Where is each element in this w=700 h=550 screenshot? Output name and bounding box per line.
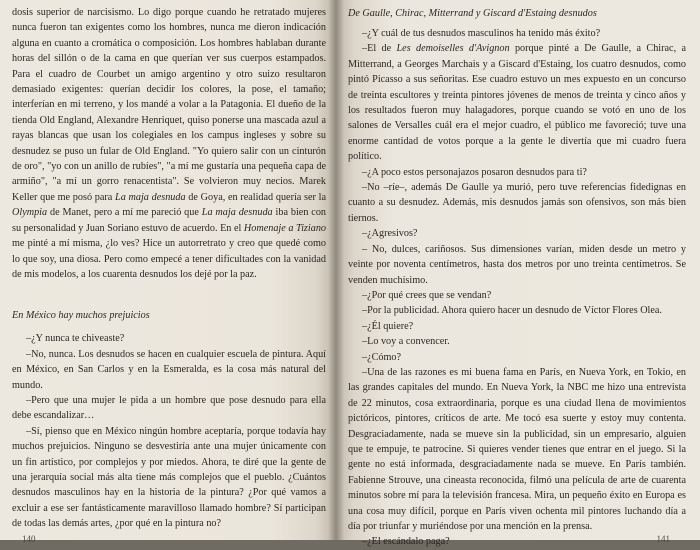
body-paragraph: dosis superior de narcisismo. Lo digo porque cuando he retratado mujeres nunca fueron tan exigentes como los hombres, nunca me dieron indicación alguna en cuanto a cromática o composición. Los hombres hablaban durante horas del sillón o de la cama en que querían ver sus cuerpos estampados. Para el cuadro de Courbet un amigo argentino y otro suizo resultaron demasiado exigentes: querían decidir los colores, la pose, el tamaño; interferían en mi terreno, y los mandé a volar a la Patagonia. El dueño de la tienda Old England, Alexandre Henriquet, quiso ponerse una mascada azul a rayas blancas que usan los colegiales en los campus ingleses y sobre su desnudez se puso un fular de Old England. "Yo quiero salir con un cinturón de oro", "yo con un anillo de rubíes", "a mí me gustaría una pequeña capa de armiño", "a mí un gorro renacentista". Se volvieron muy necios. Marek Keller que me posó para La maja desnuda de Goya, en realidad quería ser la Olympia de Manet, pero a mí me pareció que La maja desnuda iba bien con su personalidad y Juan Soriano estuvo de acuerdo. En el Homenaje a Tiziano me pinté a mí misma, ¿lo ves? Hice un autorretrato y creo que quedé como lo que soy, una diosa. Pero como empecé a tener dificultades con la vanidad de mis modelos, a los cuarenta desnudos los dejé por la paz. (12, 7, 327, 280)
right-page (336, 0, 700, 548)
dialogue-line: –Por la publicidad. Ahora quiero hacer un desnudo de Víctor Flores Olea. (362, 305, 662, 317)
dialogue-line: –Lo voy a convencer. (362, 336, 450, 348)
dialogue-line: –Sí, pienso que en México ningún hombre aceptaría, porque todavía hay muchos prejuicios. Ninguno se desvestiría ante una mujer únicamente con un fin artístico, por complejos y por miedos. Ahora, te diré que la gente de una jerarquía social más alta tiene más complejos que el pueblo. ¿Cuántos desnudos masculinos hay en la historia de la pintura? ¿Por qué vamos a excluir a ese ser fantásticamente maravilloso llamado hombre? Sí participan de todas las demás artes, ¿por qué en la pintura no? (12, 425, 326, 530)
dialogue-line: –¿Agresivos? (362, 228, 418, 240)
dialogue-line: –El de Les demoiselles d'Avignon porque pinté a De Gaulle, a Chirac, a Mitterrand, a Georges Marchais y a Giscard d'Estaing, los cuatro desnudos, como pintó Picasso a sus señoritas. Ese cuadro estuvo un mes expuesto en un concurso de treinta escultores y treinta pintores jóvenes de menos de treinta y cinco años y los resultados fueron muy halagadores, porque cuando se votó en uno de los salones de Versalles cuál era el mejor cuadro, el público me favoreció; tuve una enorme cantidad de votos porque a la gente le divertía que mi cuadro fuera político. (348, 43, 687, 163)
book-gutter (328, 0, 344, 540)
dialogue-line: –No, nunca. Los desnudos se hacen en cualquier escuela de pintura. Aquí en México, en San Carlos y en la Esmeralda, es la cosa más natural del mundo. (12, 348, 326, 391)
dialogue-line: –¿A poco estos personajazos posaron desnudos para ti? (362, 166, 587, 178)
dialogue-line: –¿Y cuál de tus desnudos masculinos ha tenido más éxito? (362, 28, 601, 39)
dialogue-line: –Una de las razones es mi buena fama en París, en Nueva York, en Tokio, en las grandes capitales del mundo. En Nueva York, la NBC me hizo una entrevista de 22 minutos, cosa extraordinaria, porque es una ciudad llena de movimientos pictóricos, pintores, críticos de arte. Me tocó esa suerte y estoy muy contenta. Desgraciadamente, nada se mueve sin la publicidad, sin un empresario, alguien que te empuje, te patrocine. Si quieres vender tienes que entrar en el juego. Si la gente no está informada, desgraciadamente nada se mueve. En París también. Fabienne Strouve, una cineasta reconocida, filmó una película de arte de cuarenta minutos sobre mí para la televisión francesa. Mira, un pequeño éxito en Europa es una cosa muy difícil, porque en París viven ochenta mil pintores luchando día a día por triunfar y muriéndose por una mención en la prensa. (348, 366, 686, 532)
dialogue-line: –¿Cómo? (362, 351, 402, 363)
dialogue-line: –Pero que una mujer le pida a un hombre que pose desnudo para ella debe escandalizar… (12, 394, 326, 422)
page-number-left: 140 (22, 534, 36, 544)
dialogue-line: – No, dulces, cariñosos. Sus dimensiones varían, miden desde un metro y veinte por noventa centímetros, hasta dos metros por uno treinta centímetros. Se venden muchísimo. (348, 243, 686, 286)
section-subheading: En México hay muchos prejuicios (12, 310, 150, 322)
dialogue-line: –¿Él quiere? (362, 320, 414, 332)
running-header: De Gaulle, Chirac, Mitterrand y Giscard d'Estaing desnudos (348, 8, 597, 19)
left-page (0, 0, 336, 544)
dialogue-line: –¿El escándalo paga? (362, 536, 450, 548)
dialogue-line: –¿Y nunca te chiveaste? (26, 333, 125, 345)
page-number-right: 141 (656, 534, 670, 544)
dialogue-line: –No –ríe–, además De Gaulle ya murió, pero tuve referencias fidedignas en cuanto a su desnudez. Además, mis desnudos jamás son ofensivos, son más bien tiernos. (348, 182, 686, 224)
dialogue-line: –¿Por qué crees que se vendan? (362, 289, 492, 301)
